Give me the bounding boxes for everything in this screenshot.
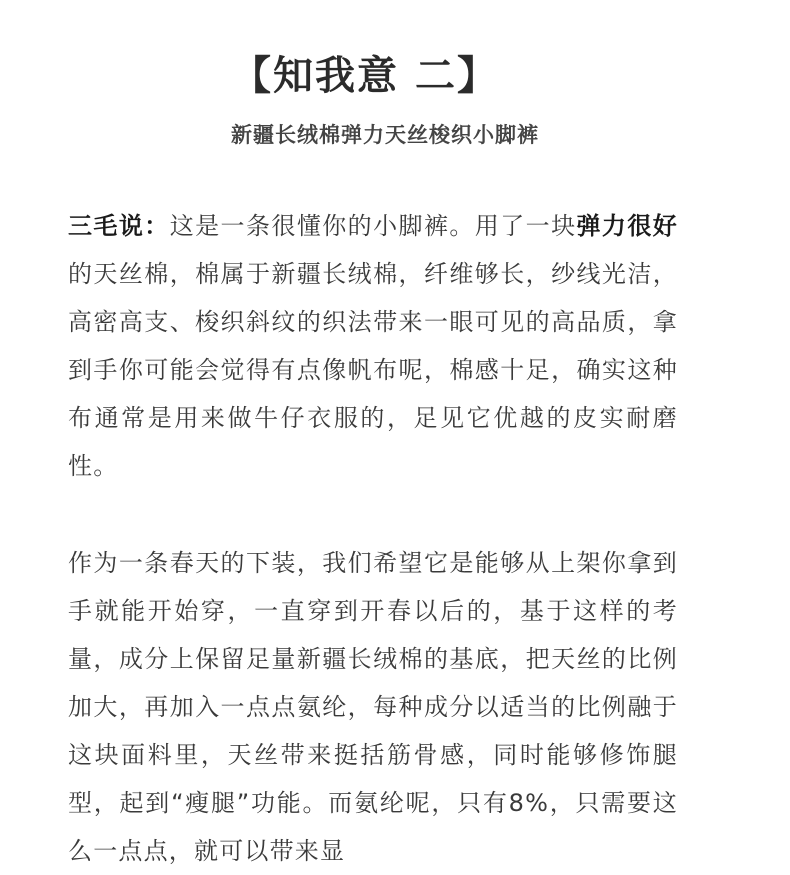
speaker-label: 三毛说： (68, 212, 170, 240)
page-title: 【知我意 二】 (231, 52, 499, 99)
paragraph-1-text-a: 这是一条很懂你的小脚裤。用了一块 (169, 212, 577, 240)
paragraph-1-text-b: 的天丝棉，棉属于新疆长绒棉，纤维够长，纱线光洁，高密高支、梭织斜纹的织法带来一眼可见的高品质，拿到手你可能会觉得有点像帆布呢，棉感十足，确实这种布通常是用来做牛仔衣服的，足见它优越的皮实耐磨性。 (68, 260, 678, 480)
highlight-text: 弹力很好 (576, 212, 678, 240)
description-paragraph-1 (68, 202, 678, 490)
description-paragraph-2: 作为一条春天的下装，我们希望它是能够从上架你拿到手就能开始穿，一直穿到开春以后的，基于这样的考量，成分上保留足量新疆长绒棉的基底，把天丝的比例加大，再加入一点点氨纶，每种成分以适当的比例融于这块面料里，天丝带来挺括筋骨感，同时能够修饰腿型，起到“瘦腿”功能。而氨纶呢，只有8%，只需要这么一点点，就可以带来显 (68, 549, 678, 865)
product-subtitle: 新疆长绒棉弹力天丝梭织小脚裤 (231, 123, 539, 147)
